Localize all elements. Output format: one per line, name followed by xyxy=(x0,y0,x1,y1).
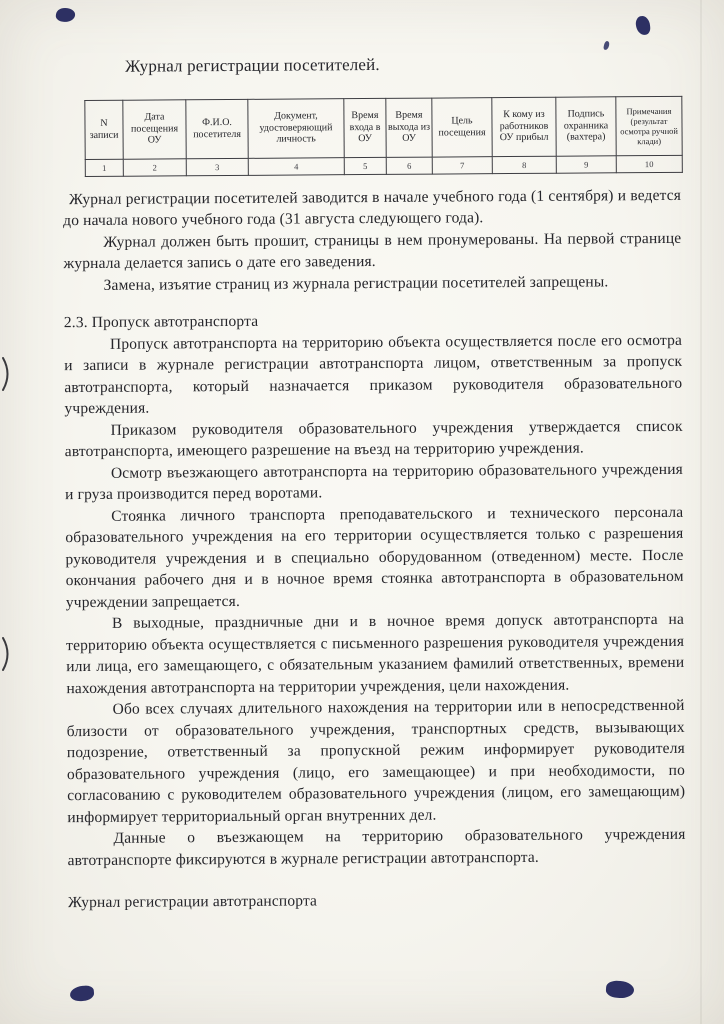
paragraph-journal-period: Журнал регистрации посетителей заводится в начале учебного года (1 сентября) и ведется до начала нового учебного года (31 августа следующего года). xyxy=(63,186,682,230)
table-header-cell: К кому из работников ОУ прибыл xyxy=(492,97,556,156)
paper-crease xyxy=(700,0,702,1024)
paragraph-staff-parking: Стоянка личного транспорта преподавательского и технического персонала образовательного учреждения на его территории осуществляется только с разрешения руководителя учреждения и в специально оборудованном (отведенном) месте. После окончания рабочего дня и в ночное время стоянка автотранспорта в образовательном учреждении запрещается. xyxy=(65,503,684,611)
pen-arc-mark-lower xyxy=(0,636,13,672)
table-header-cell: Ф.И.О. посетителя xyxy=(186,99,248,158)
column-number-cell: 8 xyxy=(492,156,556,173)
ink-blot-top-right xyxy=(635,15,651,35)
ink-blot-bottom-right xyxy=(605,980,634,999)
document-content xyxy=(62,52,686,914)
table-header-cell: Время выхода из ОУ xyxy=(386,98,432,157)
column-number-cell: 10 xyxy=(616,155,682,172)
paragraph-weekend-access: В выходные, праздничные дни и в ночное время допуск автотранспорта на территорию объекта осуществляется с письменного разрешения руководителя учреждения или лица, его замещающего, с обязательным указанием фамилий ответственных, времени нахождения автотранспорта на территории учреждения, цели нахождения. xyxy=(66,610,685,697)
table-header-cell: Время входа в ОУ xyxy=(344,98,386,157)
paragraph-vehicle-logging: Данные о въезжающем на территорию образовательного учреждения автотранспорте фиксируются в журнале регистрации автотранспорта. xyxy=(67,825,686,869)
column-number-cell: 1 xyxy=(85,159,123,176)
paragraph-suspicious-vehicles: Обо всех случаях длительного нахождения на территории или в непосредственной близости от образовательного учреждения, транспортных средств, вызывающих подозрение, ответственный за пропускной режим информирует руководителя образовательного учреждения (лицо, его замещающее) и при необходимости, по согласованию с руководителем образовательного учреждения (лицом, его замещающим) информирует территориальный орган внутренних дел. xyxy=(66,696,686,826)
column-number-cell: 4 xyxy=(248,157,344,175)
table-header-cell: Документ, удостоверяющий личность xyxy=(248,98,344,158)
table-header-cell: Дата посещения ОУ xyxy=(123,99,186,158)
column-number-cell: 5 xyxy=(344,157,386,174)
paragraph-vehicle-list: Приказом руководителя образовательного учреждения утверждается список автотранспорта, имеющего разрешение на въезд на территорию учреждения. xyxy=(64,417,683,461)
table-header-cell: N записи xyxy=(85,100,123,159)
paragraph-journal-binding: Журнал должен быть прошит, страницы в нем пронумерованы. На первой странице журнала делается запись о дате его заведения. xyxy=(63,229,682,273)
ink-speck-top-right xyxy=(603,41,610,51)
table-header-cell: Цель посещения xyxy=(432,97,492,156)
ink-blot-bottom-left xyxy=(69,985,94,1002)
paragraph-vehicle-inspection: Осмотр въезжающего автотранспорта на территорию образовательного учреждения и груза производится перед воротами. xyxy=(65,460,683,504)
section-heading-2-3: 2.3. Пропуск автотранспорта xyxy=(63,312,259,332)
table-column-numbers-row xyxy=(85,155,682,176)
column-number-cell: 7 xyxy=(432,156,492,173)
table-header-row xyxy=(85,96,682,159)
pen-arc-mark-upper xyxy=(0,356,13,392)
closing-line-vehicle-journal: Журнал регистрации автотранспорта xyxy=(67,892,318,912)
visitor-registration-table xyxy=(84,95,683,176)
column-number-cell: 9 xyxy=(556,155,616,172)
column-number-cell: 2 xyxy=(123,158,186,175)
column-number-cell: 3 xyxy=(186,158,248,175)
table-header-cell: Подпись охранника (вахтера) xyxy=(556,96,616,155)
ink-blot-top-left xyxy=(55,7,76,24)
paragraph-page-removal: Замена, изъятие страниц из журнала регистрации посетителей запрещены. xyxy=(103,272,609,294)
paragraph-vehicle-pass: Пропуск автотранспорта на территорию объекта осуществляется после его осмотра и записи в журнале регистрации автотранспорта лицом, ответственным за пропуск автотранспорта, который назначается приказом руководителя образовательного учреждения. xyxy=(64,331,683,418)
document-title: Журнал регистрации посетителей. xyxy=(125,54,380,76)
table-header-cell: Примечания (результат осмотра ручной клади) xyxy=(616,96,682,155)
column-number-cell: 6 xyxy=(386,157,432,174)
